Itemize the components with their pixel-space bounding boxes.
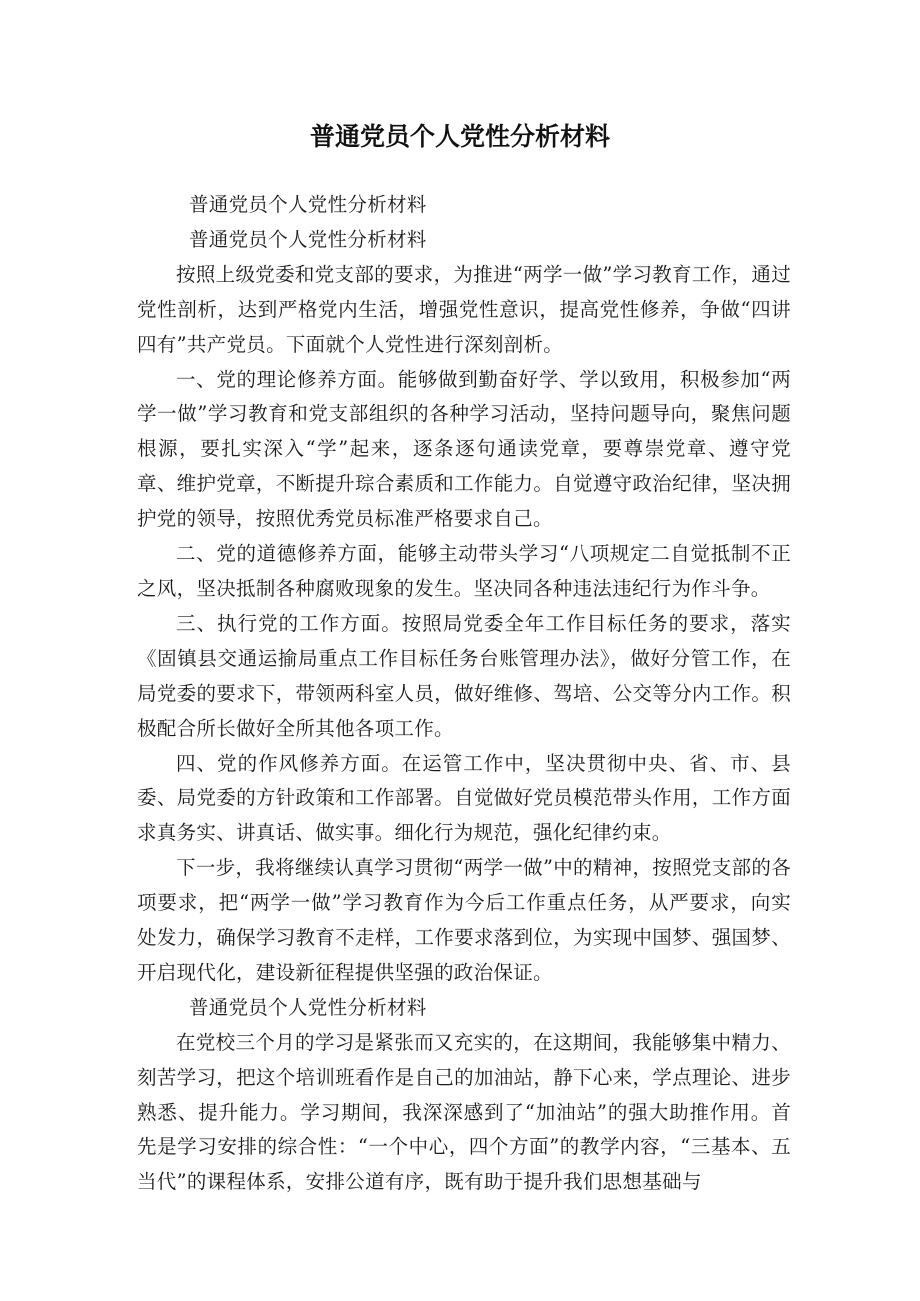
- document-title: 普通党员个人党性分析材料: [309, 122, 610, 151]
- paragraph-intro: 按照上级党委和党支部的要求，为推进“两学一做”学习教育工作，通过党性剖析，达到严格党内生活，增强党性意识，提高党性修养，争做“四讲四有”共产党员。下面就个人党性进行深刻剖析。: [137, 262, 791, 356]
- section-heading: 普通党员个人党性分析材料: [189, 227, 427, 251]
- paragraph-party-school: 在党校三个月的学习是紧张而又充实的，在这期间，我能够集中精力、刻苦学习，把这个培训班看作是自己的加油站，静下心来，学点理论、进步熟悉、提升能力。学习期间，我深深感到了“加油站”的强大助推作用。首先是学习安排的综合性：“一个中心，四个方面”的教学内容，“三基本、五当代”的课程体系，安排公道有序，既有助于提升我们思想基础与: [137, 1030, 791, 1194]
- paragraph-theory: 一、党的理论修养方面。能够做到勤奋好学、学以致用，积极参加“两学一做”学习教育和党支部组织的各种学习活动，坚持问题导向，聚焦问题根源，要扎实深入“学”起来，逐条逐句通读党章，要尊崇党章、遵守党章、维护党章，不断提升琮合素质和工作能力。自觉遵守政治纪律，坚决拥护党的领导，按照优秀党员标准严格要求自己。: [137, 367, 791, 531]
- paragraph-style: 四、党的作风修养方面。在运管工作中，坚决贯彻中央、省、市、县委、局党委的方针政策和工作部署。自觉做好党员模范带头作用，工作方面求真务实、讲真话、做实事。细化行为规范，强化纪律约束。: [137, 751, 791, 845]
- document-body: [137, 188, 791, 1200]
- section-heading: 普通党员个人党性分析材料: [189, 193, 427, 216]
- paragraph-morality: 二、党的道德修养方面，能够主动带头学习“八项规定二自觉抵制不正之风，坚决抵制各种腐败现象的发生。坚决同各种违法违纪行为作斗争。: [137, 542, 791, 600]
- paragraph-work: 三、执行党的工作方面。按照局党委全年工作目标任务的要求，落实《固镇县交通运揄局重点工作目标任务台账管理办法》，做好分管工作，在局党委的要求下，带领两科室人员，做好维修、驾培、公交等分内工作。积极配合所长做好全所其他各项工作。: [137, 611, 791, 740]
- section-heading: 普通党员个人党性分析材料: [189, 995, 427, 1019]
- paragraph-next-step: 下一步，我将继续认真学习贯彻“两学一做”中的精神，按照党支部的各项要求，把“两学一做”学习教育作为今后工作重点任务，从严要求，向实处发力，确保学习教育不走样，工作要求落到位，为实现中国梦、强国梦、开启现代化，建设新征程提供坚强的政治保证。: [137, 856, 791, 984]
